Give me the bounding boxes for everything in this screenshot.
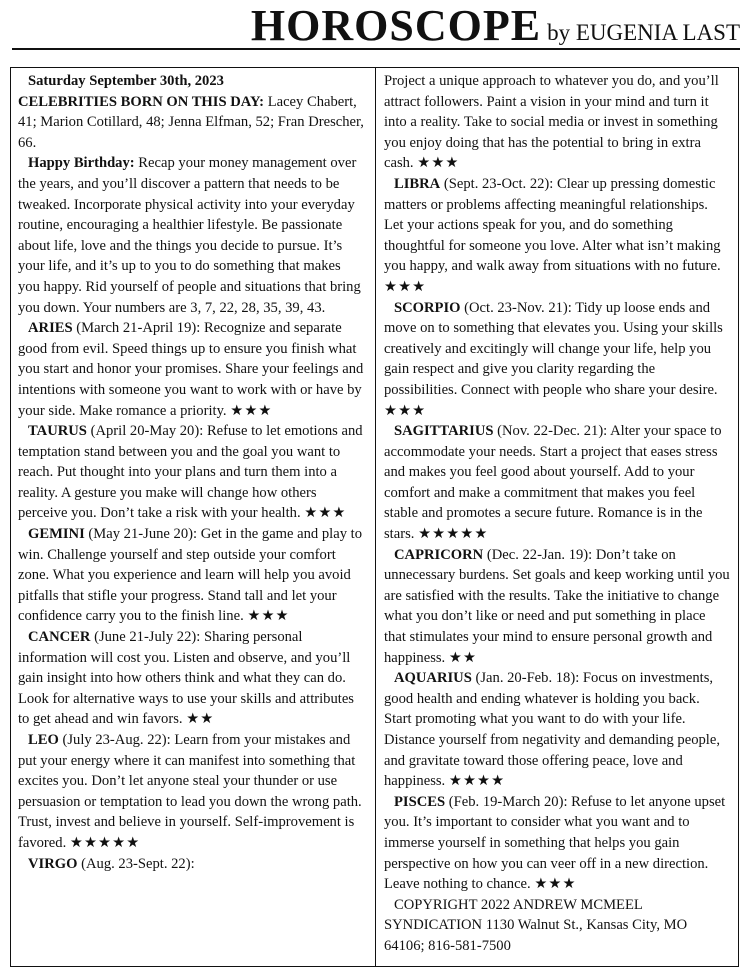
sign-text: Get in the game and play to win. Challenge yourself and step outside your comfort zone. What you experience and learn will help you avoid pitfalls that stifle your progress. Stand tall and let your confidence carry you to the finish line. bbox=[18, 526, 362, 625]
virgo-entry-continued bbox=[384, 71, 730, 174]
star-rating: ★★★ bbox=[534, 876, 577, 893]
sign-name: VIRGO bbox=[28, 855, 78, 872]
sign-dates: (June 21-July 22): bbox=[94, 629, 201, 646]
sign-name: AQUARIUS bbox=[394, 670, 472, 687]
sign-name: SCORPIO bbox=[394, 299, 461, 316]
celebrities-text: Lacey Chabert, 41; Marion Cotillard, 48; Jenna Elfman, 52; Fran Drescher, 66. bbox=[18, 93, 364, 151]
sign-name: CAPRICORN bbox=[394, 546, 484, 563]
sign-text: Sharing personal information will cost you. Listen and observe, and you’ll gain insight into how others think and what they can do. Look for alternative ways to use your skills and attributes to get ahead and win favors. bbox=[18, 629, 354, 728]
sign-text: Learn from your mistakes and put your energy where it can manifest into something that excites you. Don’t let anyone steal your thunder or use persuasion or temptation to lead you down the wrong path. Trust, invest and believe in yourself. Self-improvement is favored. bbox=[18, 732, 362, 851]
libra-entry bbox=[384, 174, 730, 298]
sign-text: Recognize and separate good from evil. Speed things up to ensure you finish what you start and honor your promises. Share your feelings and intentions with someone you want to work with or have by your side. Make romance a priority. bbox=[18, 320, 364, 419]
star-rating: ★★★ bbox=[384, 402, 427, 419]
sign-text: Tidy up loose ends and move on to something that elevates you. Using your skills creatively and excitingly will change your life, help you gain respect and give you clarity regarding the possibilities. Connect with people who share your desire. bbox=[384, 299, 723, 398]
star-rating: ★★★ bbox=[247, 608, 290, 625]
sign-name: ARIES bbox=[28, 320, 73, 337]
star-rating: ★★★★★ bbox=[418, 526, 489, 543]
sign-dates: (March 21-April 19): bbox=[76, 320, 201, 337]
birthday-paragraph bbox=[18, 153, 364, 318]
sign-name: CANCER bbox=[28, 629, 91, 646]
sagittarius-entry bbox=[384, 421, 730, 545]
birthday-label: Happy Birthday: bbox=[28, 155, 135, 172]
cancer-entry bbox=[18, 627, 364, 730]
sign-text: Alter your space to accommodate your needs. Start a project that eases stress and makes you feel good about yourself. Add to your comfort and make a commitment that makes you feel stable and promotes a secure future. Romance is in the stars. bbox=[384, 423, 722, 543]
sign-text: Project a unique approach to whatever you do, and you’ll attract followers. Paint a vision in your mind and turn it into a reality. Take to social media or invest in something you enjoy doing that has the potential to bring in extra cash. bbox=[384, 73, 719, 172]
aries-entry bbox=[18, 318, 364, 421]
sign-name: LEO bbox=[28, 732, 59, 748]
sign-name: SAGITTARIUS bbox=[394, 423, 494, 440]
left-column bbox=[18, 71, 364, 874]
leo-entry bbox=[18, 730, 364, 854]
sign-dates: (July 23-Aug. 22): bbox=[62, 732, 171, 748]
star-rating: ★★★ bbox=[384, 278, 427, 295]
virgo-entry-start bbox=[18, 854, 364, 875]
sign-dates: (Nov. 22-Dec. 21): bbox=[497, 423, 608, 440]
sign-name: PISCES bbox=[394, 793, 446, 810]
masthead bbox=[12, 1, 740, 50]
star-rating: ★★★ bbox=[304, 505, 347, 522]
sign-dates: (May 21-June 20): bbox=[88, 526, 198, 543]
column-divider bbox=[375, 67, 376, 967]
star-rating: ★★★ bbox=[417, 155, 460, 172]
star-rating: ★★ bbox=[186, 711, 215, 728]
sign-dates: (Dec. 22-Jan. 19): bbox=[486, 546, 593, 563]
sign-text: Refuse to let anyone upset you. It’s important to consider what you want and to immerse yourself in something that helps you gain perspective on how you can veer off in a new direction. Leave nothing to chance. bbox=[384, 793, 726, 893]
sign-dates: (April 20-May 20): bbox=[90, 423, 204, 440]
sign-dates: (Jan. 20-Feb. 18): bbox=[475, 670, 580, 687]
scorpio-entry bbox=[384, 298, 730, 422]
sign-dates: (Feb. 19-March 20): bbox=[448, 793, 568, 810]
sign-text: Clear up pressing domestic matters or problems affecting meaningful relationships. Let your actions speak for you, and do something thoughtful for someone you love. Alter what isn’t making you happy, and walk away from situations with no future. bbox=[384, 175, 721, 275]
sign-dates: (Sept. 23-Oct. 22): bbox=[443, 175, 554, 192]
star-rating: ★★★★ bbox=[448, 773, 506, 790]
sign-text: Refuse to let emotions and temptation stand between you and the goal you want to reach. Put thought into your plans and turn them into a reality. A gesture you make will change how others perceive you. Don’t take a risk with your health. bbox=[18, 423, 363, 522]
right-column bbox=[384, 71, 730, 957]
sign-text: Focus on investments, good health and ending whatever is holding you back. Start promoting what you want to do with your life. Distance yourself from negativity and demanding people, and gravitate toward those offering peace, love and happiness. bbox=[384, 670, 720, 790]
sign-name: GEMINI bbox=[28, 526, 85, 543]
sign-text: Don’t take on unnecessary burdens. Set goals and keep working until you are satisfied with the results. Take the initiative to change what you don’t like or need and put something in place that stimulates your mind to ensure personal growth and happiness. bbox=[384, 546, 730, 666]
star-rating: ★★★★★ bbox=[69, 834, 141, 851]
copyright-notice: COPYRIGHT 2022 ANDREW MCMEEL SYNDICATION 1130 Walnut St., Kansas City, MO 64106; 816-581-7500 bbox=[384, 896, 688, 954]
aquarius-entry bbox=[384, 668, 730, 792]
page-title: HOROSCOPE bbox=[250, 1, 542, 50]
sign-dates: (Aug. 23-Sept. 22): bbox=[81, 855, 195, 872]
taurus-entry bbox=[18, 421, 364, 524]
birthday-text: Recap your money management over the years, and you’ll discover a pattern that needs to be tweaked. Incorporate physical activity into your everyday routine, encouraging a healthier lifestyle. Be passionate about life, love and the things you decide to pursue. It’s your life, and it’s up to you to do something that makes you happy. Rid yourself of people and situations that bring you down. Your numbers are 3, 7, 22, 28, 35, 39, 43. bbox=[18, 155, 361, 316]
capricorn-entry bbox=[384, 545, 730, 669]
star-rating: ★★★ bbox=[230, 402, 273, 419]
byline: by EUGENIA LAST bbox=[547, 20, 740, 45]
celebrities-paragraph bbox=[18, 92, 364, 154]
date-line: Saturday September 30th, 2023 bbox=[28, 73, 224, 89]
sign-name: LIBRA bbox=[394, 175, 441, 192]
sign-name: TAURUS bbox=[28, 423, 87, 440]
celebrities-label: CELEBRITIES BORN ON THIS DAY: bbox=[18, 93, 265, 110]
sign-dates: (Oct. 23-Nov. 21): bbox=[464, 299, 572, 316]
gemini-entry bbox=[18, 524, 364, 627]
pisces-entry bbox=[384, 792, 730, 895]
star-rating: ★★ bbox=[448, 649, 478, 666]
